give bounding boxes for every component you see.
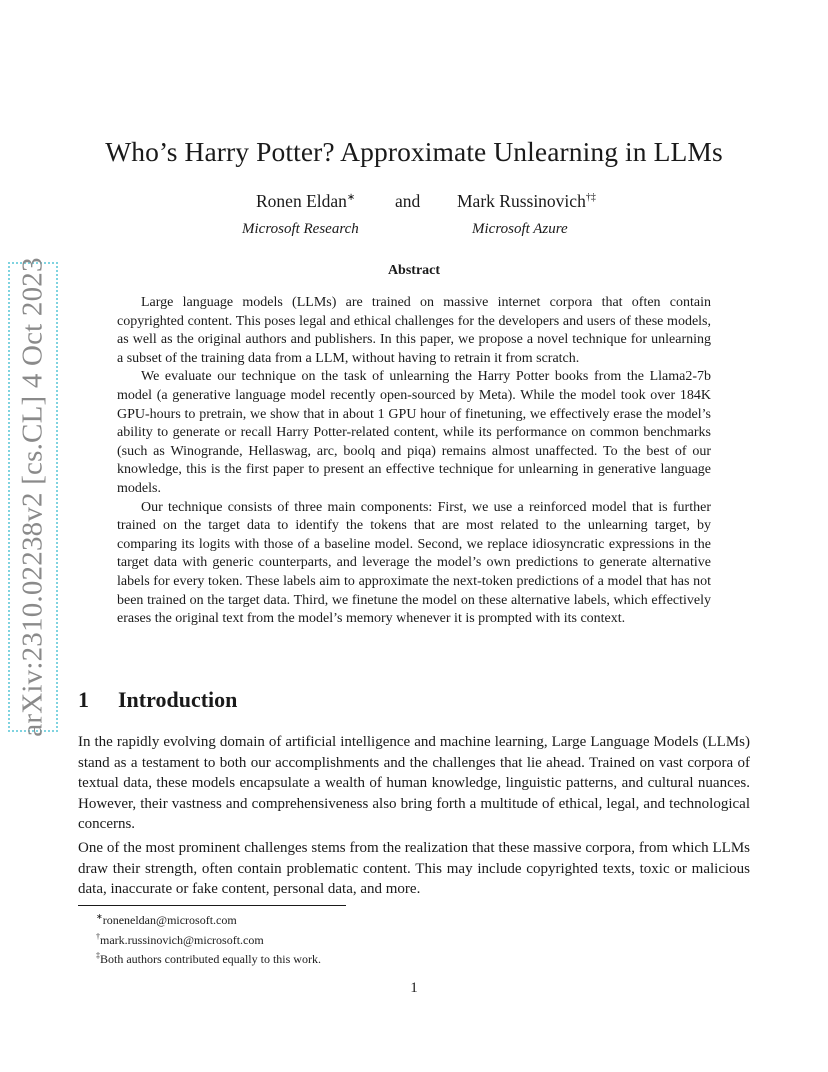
body-paragraph [78,838,750,900]
abstract-paragraph: Our technique consists of three main components: First, we use a reinforced model that is further trained on the target data to identify the tokens that are most related to the unlearning target, by comparing its logits with those of a baseline model. Second, we replace idiosyncratic expressions in the target data with generic counterparts, and leverage the model’s own predictions to generate alternative labels for every token. These labels aim to approximate the next-token predictions of a model that has not been trained on the target data. Third, we finetune the model on these alternative labels, which effectively erases the original text from the model’s memory whenever it is prompted with its context. [117,499,711,627]
abstract-paragraph: Large language models (LLMs) are trained on massive internet corpora that often contain copyrighted content. This poses legal and ethical challenges for the developers and users of these models, as well as the original authors and publishers. In this paper, we propose a novel technique for unlearning a subset of the training data from a LLM, without having to retrain it from scratch. [117,295,711,366]
footnote-mark: † [96,931,100,941]
footnote-mark: ∗ [96,912,103,921]
author-2-mark: †‡ [585,192,596,204]
footnote [96,929,321,949]
arxiv-stamp [8,257,58,737]
footnote-text: mark.russinovich@microsoft.com [100,932,264,947]
footnote [96,909,321,929]
author-1-mark: ∗ [346,192,356,204]
paper-title: Who’s Harry Potter? Approximate Unlearning in LLMs [105,136,723,167]
section-heading [78,687,237,713]
footnote-text: roneneldan@microsoft.com [102,913,237,927]
footnote-text: Both authors contributed equally to this work. [100,952,321,966]
author-1 [256,191,355,212]
section-number: 1 [78,687,89,712]
footnote [96,948,321,968]
abstract-body [117,294,711,629]
author-2-name: Mark Russinovich [457,191,586,211]
body-paragraph-text: In the rapidly evolving domain of artificial intelligence and machine learning, Large Language Models (LLMs) stand as a testament to both our accomplishments and the challenges that lie ahead. Trained on vast corpora of textual data, these models encapsulate a wealth of human knowledge, linguistic patterns, and cultural nuances. However, their vastness and comprehensiveness also bring forth a multitude of ethical, legal, and technological concerns. [78,734,750,833]
author-1-name: Ronen Eldan [256,191,347,211]
body-paragraph-text: One of the most prominent challenges stems from the realization that these massive corpora, from which LLMs draw their strength, often contain problematic content. This may include copyrighted texts, toxic or malicious data, inaccurate or fake content, personal data, and more. [78,840,750,898]
abstract-paragraph: We evaluate our technique on the task of unlearning the Harry Potter books from the Llama2-7b model (a generative language model recently open-sourced by Meta). While the model took over 184K GPU-hours to pretrain, we show that in about 1 GPU hour of finetuning, we effectively erase the model’s ability to generate or recall Harry Potter-related content, while its performance on common benchmarks (such as Winogrande, Hellaswag, arc, boolq and piqa) remains almost unaffected. To the best of our knowledge, this is the first paper to present an effective technique for unlearning in generative language models. [117,369,711,496]
author-1-affiliation: Microsoft Research [242,221,359,237]
footnote-mark: ‡ [96,951,100,960]
author-separator: and [395,191,421,211]
arxiv-identifier: arXiv:2310.02238v2 [cs.CL] 4 Oct 2023 [16,257,49,737]
section-title: Introduction [118,687,238,712]
footnote-divider [78,905,346,906]
page-number: 1 [410,980,418,996]
body-paragraph [78,732,750,835]
author-2 [457,191,596,212]
footnotes [96,909,321,968]
abstract-heading: Abstract [387,263,441,278]
author-2-affiliation: Microsoft Azure [472,221,568,237]
